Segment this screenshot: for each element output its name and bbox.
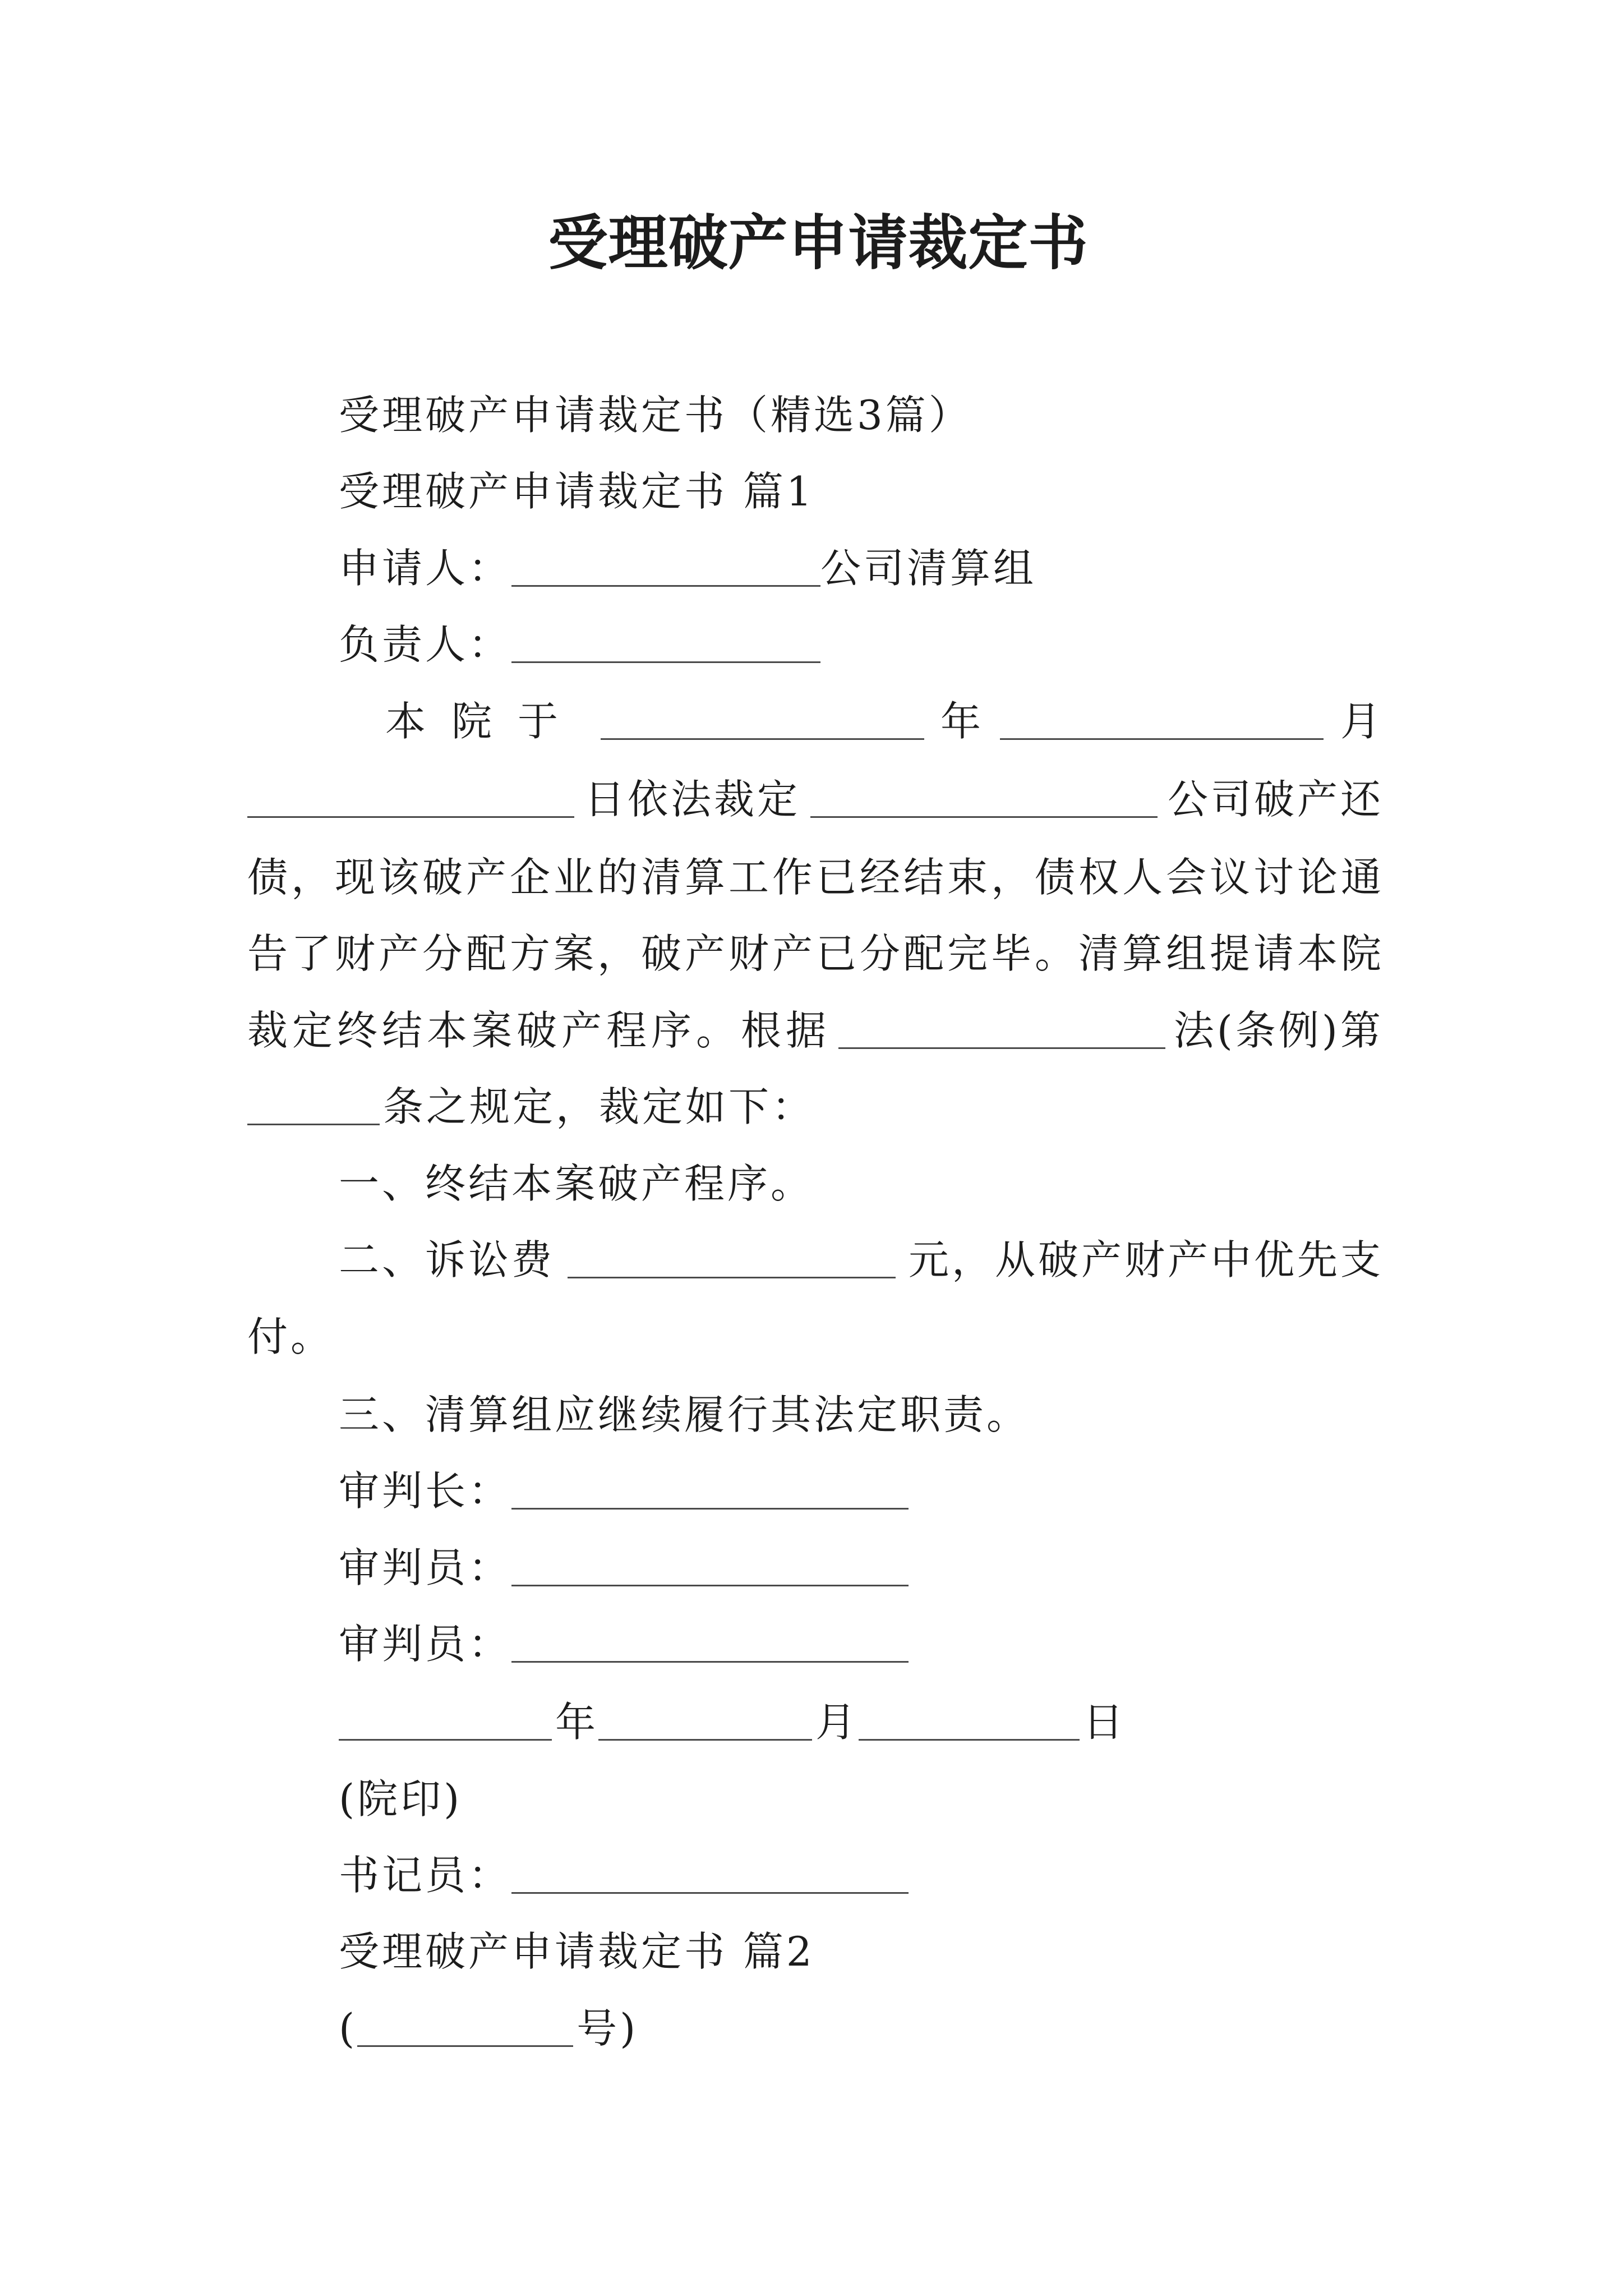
ruling-day-blank	[247, 811, 574, 818]
responsible-blank	[511, 656, 820, 663]
responsible-label: 负责人：	[339, 621, 512, 668]
item-2-suffix: 元，从破产财产中优先支	[908, 1236, 1384, 1283]
signing-month-blank	[598, 1733, 812, 1741]
item-2-prefix: 二、诉讼费	[339, 1236, 555, 1283]
applicant-line	[339, 540, 1036, 596]
signing-day-blank	[859, 1733, 1080, 1741]
document-title: 受理破产申请裁定书	[548, 208, 1089, 278]
case-number-line	[339, 2000, 638, 2056]
article-number-blank	[247, 1118, 380, 1125]
ruling-day-line	[247, 771, 1384, 827]
article-suffix: 条之规定，裁定如下：	[383, 1083, 815, 1130]
paragraph-line: 债，现该破产企业的清算工作已经结束，债权人会议讨论通	[247, 854, 1384, 901]
ruling-year-label: 年	[940, 698, 984, 745]
responsible-line	[339, 616, 820, 673]
judge-blank	[511, 1579, 909, 1586]
ruling-month-blank	[1000, 733, 1324, 740]
ruling-day-text: 日依法裁定	[584, 776, 800, 823]
ruling-date-line	[385, 693, 1384, 749]
court-seal-text: (院印)	[339, 1775, 463, 1823]
ruling-item-3: 三、清算组应继续履行其法定职责。	[339, 1391, 1030, 1438]
judge-label: 审判员：	[339, 1621, 512, 1668]
clerk-line	[339, 1847, 909, 1903]
ruling-company-text: 公司破产还	[1167, 776, 1384, 823]
chief-judge-label: 审判长：	[339, 1467, 512, 1515]
collection-heading: 受理破产申请裁定书（精选3篇）	[339, 392, 972, 439]
part2-heading: 受理破产申请裁定书 篇2	[339, 1928, 815, 1975]
legal-basis-suffix: 法(条例)第	[1173, 1007, 1384, 1054]
litigation-fee-blank	[568, 1271, 896, 1278]
signing-day-label: 日	[1083, 1699, 1127, 1746]
judge-label: 审判员：	[339, 1544, 512, 1591]
chief-judge-line	[339, 1463, 909, 1519]
ruling-intro: 本院于	[385, 698, 584, 745]
legal-basis-prefix: 裁定终结本案破产程序。根据	[247, 1007, 831, 1054]
ruling-item-2	[339, 1232, 1384, 1288]
case-number-open: (	[339, 2005, 358, 2052]
paragraph-line: 告了财产分配方案，破产财产已分配完毕。清算组提请本院	[247, 930, 1384, 977]
applicant-blank	[511, 579, 820, 587]
article-line	[247, 1079, 815, 1135]
ruling-year-blank	[601, 733, 924, 740]
judge-blank	[511, 1655, 909, 1663]
ruling-item-2-continued: 付。	[247, 1313, 334, 1360]
applicant-label: 申请人：	[339, 545, 512, 592]
ruling-month-label: 月	[1340, 698, 1384, 745]
case-number-close: 号)	[577, 2005, 639, 2052]
company-name-blank	[810, 811, 1158, 818]
ruling-item-1: 一、终结本案破产程序。	[339, 1160, 814, 1207]
judge-line	[339, 1540, 909, 1596]
signing-date-line	[339, 1694, 1126, 1750]
signing-month-label: 月	[815, 1699, 859, 1746]
applicant-suffix: 公司清算组	[820, 545, 1037, 592]
judge-line	[339, 1616, 909, 1672]
clerk-label: 书记员：	[339, 1852, 512, 1899]
signing-year-blank	[339, 1733, 552, 1741]
signing-year-label: 年	[555, 1699, 599, 1746]
case-number-blank	[357, 2040, 573, 2047]
legal-basis-line	[247, 1002, 1384, 1059]
part1-heading: 受理破产申请裁定书 篇1	[339, 468, 815, 515]
clerk-blank	[511, 1887, 909, 1894]
law-name-blank	[838, 1042, 1165, 1049]
chief-judge-blank	[511, 1502, 909, 1510]
